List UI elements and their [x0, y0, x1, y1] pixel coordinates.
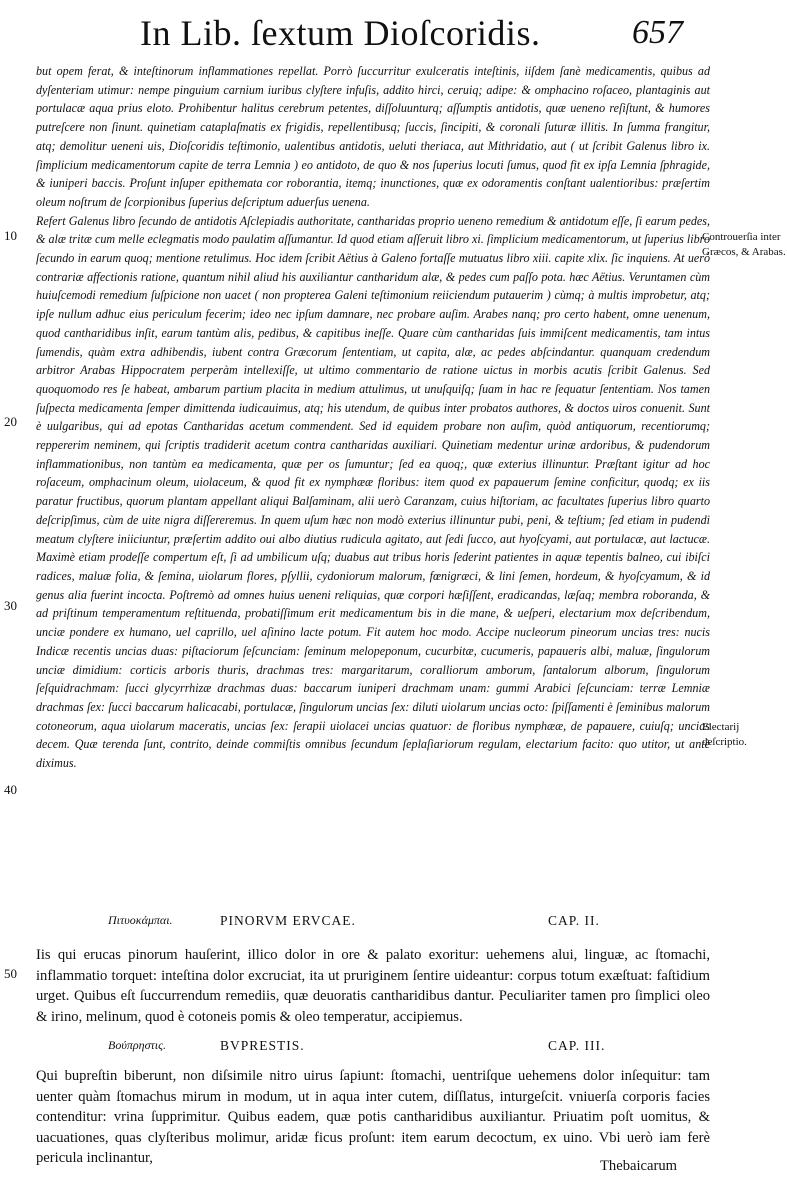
page-number: 657 [632, 14, 683, 51]
line-number-30: 30 [4, 598, 17, 613]
line-number-40: 40 [4, 782, 17, 797]
commentary-paragraph-1: but opem ferat, & inteſtinorum inflammationes repellat. Porrò ſuccurritur exulceratis inteſtinis, iiſdem ſanè medicamentis, quibus ad dyſenteriam utimur: nempe pinguium carnium iuribus clyſtere infuſis, addito hirci, ceruiq; adipe: & omphacino roſaceo, plantaginis aut portulacæ aqua prius eloto. Prohibentur halitus cerebrum petentes, diſſoluunturq; aſſumptis antidotis, quæ ueneno reſiſtunt, & humores putreſcere non ſinunt. quinetiam cataplaſmatis ex frigidis, repellentibusq; ſuccis, ſincipiti, & coronali ſuturæ illitis. In ſumma frangitur, atq; demolitur ueneni uis, Dioſcoridis teſtimonio, ualentibus antidotis, ueluti theriaca, aut Mithridatio, aut ( ut ſcribit Galenus libro ix. ſimplicium medicamentorum capite de terra Lemnia ) eo antidoto, de quo & nos ſuperius locuti ſumus, quod fit ex ipſa Lemnia ſphragide, & iuniperi baccis. Proſunt inſuper epithemata cor roborantia, itemq; inunctiones, quæ ex odoramentis conſtant ualentioribus: præſertim oleum noſtrum de ſcorpionibus ſuperius deſcriptum aduerſus uenena. [36, 64, 710, 209]
chapter-2-latin-title: PINORVM ERVCAE. [220, 913, 356, 928]
chapter-2-number: CAP. II. [548, 913, 600, 928]
running-title: In Lib. ſextum Dioſcoridis. [140, 13, 541, 53]
commentary-body [36, 62, 710, 773]
margin-note-electuary: Electarij deſcriptio. [702, 721, 747, 748]
chapter-2-heading [108, 913, 748, 933]
chapter-3-latin-title: BVPRESTIS. [220, 1038, 305, 1053]
running-head [0, 8, 787, 58]
chapter-2-paragraph: Iis qui erucas pinorum hauſerint, illico dolor in ore & palato exoritur: uehemens alui, linguæ, ac ſtomachi, inflammatio torquet: inteſtina dolor excruciat, ita ut pruriginem ſentire uideantur: corpus totum exæſtuat: faſtidium urget. Quibus eſt ſuccurrendum remediis, quæ deuoratis cantharidibus dantur. Peculiariter tamen pro ſimplici oleo & irino, melinum, quod è cotoneis pomis & oleo temperatur, accipiemus. [36, 947, 710, 1025]
commentary-paragraph-2: Refert Galenus libro ſecundo de antidotis Aſclepiadis authoritate, cantharidas proprio ueneno remedium & antidotum eſſe, ſi earum pedes, & alæ tritæ cum melle eclegmatis modo paulatim aſſumantur. Id quod etiam aſſeruit libro xi. ſimplicium medicamentorum, ut ſuperius libro ſecundo in earum quoq; mentione retulimus. Hoc idem ſcribit Aëtius à Galeno fortaſſe mutuatus libro xiii. capite xlix. ſic inquiens. At uerò contrariæ affectionis ratione, quantum nihil aliud his auxiliantur cantharidum alæ, & pedes cum paſſo pota. hæc Aëtius. Veruntamen cùm huiuſcemodi remedium ſuſpicione non uacet ( non propterea Galeni teſtimonium reiiciendum putauerim ) cùmq; à multis improbetur, atq; ipſe nullum adhuc eius periculum fecerim; ideo nec ipſum damnare, nec probare auſim. Arabes nanq; pro certo habent, omne uenenum, quod cantharidibus inſit, earum tantùm alis, pedibus, & capitibus ineſſe. Quare cùm cantharidas ſuis immiſcent medicamentis, tam intus ſumendis, quàm extra adhibendis, iubent contra Græcorum ſententiam, ut capita, alæ, ac pedes abſcindantur. quanquam credendum arbitror Arabas Hippocratem perperàm intellexiſſe, ut ultimo commentario de ratione uictus in morbis acutis ſcribit Galenus. Sed quoquomodo res ſe habeat, ambarum partium placita in medium attulimus, ut unuſquiſq; ſuam in hac re ſequatur ſententiam. Nos tamen ſuſpecta medicamenta ſemper dimittenda iudicauimus, atq; his utendum, de quibus inter probatos authores, & doctos uiros conuenit. Sunt è uulgaribus, qui ad epotas Cantharidas acetum commendent. Sed id equidem probare non auſim, quòd antiquorum, recentiorumq; reppererim neminem, qui ſcriptis tradiderit acetum contra cantharidas auxiliari. Quinetiam medentur urinæ ardoribus, & pudendorum inflammationibus, non tantùm ea medicamenta, quæ per os ſumuntur; ſed ea quoq;, quæ exterius illinuntur. Præſtant igitur ad hoc roſaceum, omphacinum oleum, uiolaceum, & quod fit ex nymphææ floribus: item quod ex papauerum ſemine conficitur, quodq; ex iis paratur fructibus, quorum plantam appellant aliqui Balſaminam, alii uerò Caranzam, cuius hiſtoriam, ac facultates ſuperius libro quarto deſcripſimus, cùm de uite nigra diſſereremus. In quem uſum hæc non modò exterius illinuntur pubi, peni, & teſtium; ſed etiam in pudendi meatum clyſtere iniiciuntur, præſertim addito oui albo diutius rudicula agitato, aut ſedi ſucco, aut hyoſcyami, aut portulacæ, aut lactucæ. Maximè etiam prodeſſe compertum eſt, ſi ad umbilicum uſq; duabus aut tribus horis ſederint patientes in aquæ tepentis balneo, cui ibiſci radices, maluæ folia, & ſemina, uiolarum flores, pſyllii, cydoniorum malorum, fœnigræci, & lini ſemen, hordeum, & hyoſcyamum, & id genus alia fuerint incocta. Poſtremò ad omnes huius ueneni reliquias, quæ corpori hæſiſſent, eradicandas, læſaq; membra roboranda, & ad priſtinum temperamentum reſtituenda, probatiſſimum erit medicamentum bis in die mane, & ueſperi, electarium mox deſcribendum, unciæ pondere ex humano, uel caprillo, uel aſinino lacte potum. Fit autem hoc modo. Accipe nucleorum pineorum uncias tres: nucis Indicæ recentis uncias duas: piſtaciorum ſeſcunciam: ſeminum melopeponum, cucurbitæ, cucumeris, papaueris albi, maluæ, ſingulorum unciæ dimidium: corticis arboris thuris, drachmas tres: margaritarum, coralliorum amborum, ſantalorum alborum, ſingulorum ſeſquidrachmam: ſucci glycyrrhizæ drachmas duas: baccarum iuniperi drachmam unam: gummi Arabici ſeſcunciam: terræ Lemniæ drachmas ſex: ſucci baccarum halicacabi, portulacæ, ſingulorum uncias ſex: diluti uiolarum uncias octo: ſpiſſamenti è ſeminibus malorum cotoneorum, aqua uiolarum maceratis, uncias ſex: ſerapii uiolacei uncias quatuor: de floribus nymphææ, de papauere, cuiuſq; uncias decem. Quæ terenda ſunt, contrito, deinde commiſtis omnibus ſecundum ſeplaſiariorum regulam, electarium facito: quo utitor, ut antè diximus. [36, 213, 710, 771]
margin-note-controversy: Controuerſia inter Græcos, & Arabas. [702, 231, 786, 258]
chapter-3-number: CAP. III. [548, 1038, 606, 1053]
chapter-3-text [36, 1066, 710, 1169]
chapter-2-text [36, 945, 710, 1027]
line-number-10: 10 [4, 228, 17, 243]
catchword: Thebaicarum [600, 1158, 677, 1174]
chapter-3-heading [108, 1038, 748, 1058]
chapter-3-greek-title: Βούπρηστις. [108, 1038, 166, 1052]
chapter-3-paragraph: Qui bupreſtin biberunt, non diſsimile nitro uirus ſapiunt: ſtomachi, uentriſque uehemens dolor inſequitur: tam uenter quàm ſtomachus mirum in modum, ut in aqua inter cutem, diſſlatus, inturgeſcit. vniuerſa corporis facies contenditur: vrina ſupprimitur. Quibus eadem, quæ potis cantharidibus auxiliantur. Priuatim poſt uomitus, & uacuationes, quas clyſteribus molimur, aridæ ficus proſunt: item earum decoctum, ex uino. Vbi uerò iam ferè pericula inclinantur, [36, 1068, 710, 1167]
line-number-20: 20 [4, 414, 17, 429]
line-number-50: 50 [4, 966, 17, 981]
chapter-2-greek-title: Πιτυοκάμπαι. [108, 913, 173, 927]
